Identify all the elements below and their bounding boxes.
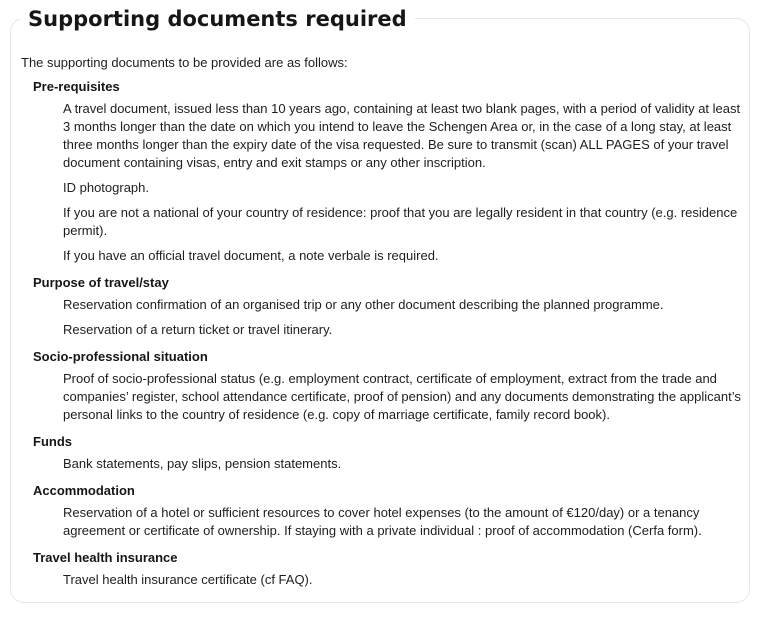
panel-content: [21, 54, 743, 598]
list-item: Reservation confirmation of an organised trip or any other document describing the planned programme.: [63, 297, 664, 312]
section-socio-professional: [21, 348, 743, 424]
intro-text: The supporting documents to be provided are as follows:: [21, 55, 348, 70]
list-item: If you have an official travel document, a note verbale is required.: [63, 248, 439, 263]
section-accommodation: [21, 482, 743, 540]
list-item: A travel document, issued less than 10 years ago, containing at least two blank pages, with a period of validity at least 3 months longer than the date on which you intend to leave the Schengen Area or, in the case of a long stay, at least three months longer than the expiry date of the visa requested. Be sure to transmit (scan) ALL PAGES of your travel document containing visas, entry and exit stamps or any other inscription.: [63, 101, 741, 170]
panel-title: Supporting documents required: [20, 4, 415, 34]
section-title: Funds: [33, 434, 72, 449]
section-title: Purpose of travel/stay: [33, 275, 169, 290]
section-purpose: [21, 274, 743, 339]
section-health-insurance: [21, 549, 743, 589]
section-title: Pre-requisites: [33, 79, 120, 94]
list-item: If you are not a national of your country of residence: proof that you are legally resident in that country (e.g. residence permit).: [63, 205, 738, 238]
section-title: Socio-professional situation: [33, 349, 208, 364]
section-funds: [21, 433, 743, 473]
list-item: ID photograph.: [63, 180, 150, 195]
list-item: Travel health insurance certificate (cf FAQ).: [63, 572, 313, 587]
list-item: Proof of socio-professional status (e.g. employment contract, certificate of employment, extract from the trade and companies’ register, school attendance certificate, proof of pension) and any documents demonstrating the applicant’s personal links to the country of residence (e.g. copy of marriage certificate, family record book).: [63, 371, 741, 422]
list-item: Reservation of a return ticket or travel itinerary.: [63, 322, 333, 337]
section-title: Travel health insurance: [33, 550, 178, 565]
list-item: Bank statements, pay slips, pension statements.: [63, 456, 342, 471]
section-title: Accommodation: [33, 483, 135, 498]
list-item: Reservation of a hotel or sufficient resources to cover hotel expenses (to the amount of €120/day) or a tenancy agreement or certificate of ownership. If staying with a private individual : proof of accommodation (Cerfa form).: [63, 505, 702, 538]
section-prerequisites: [21, 78, 743, 265]
